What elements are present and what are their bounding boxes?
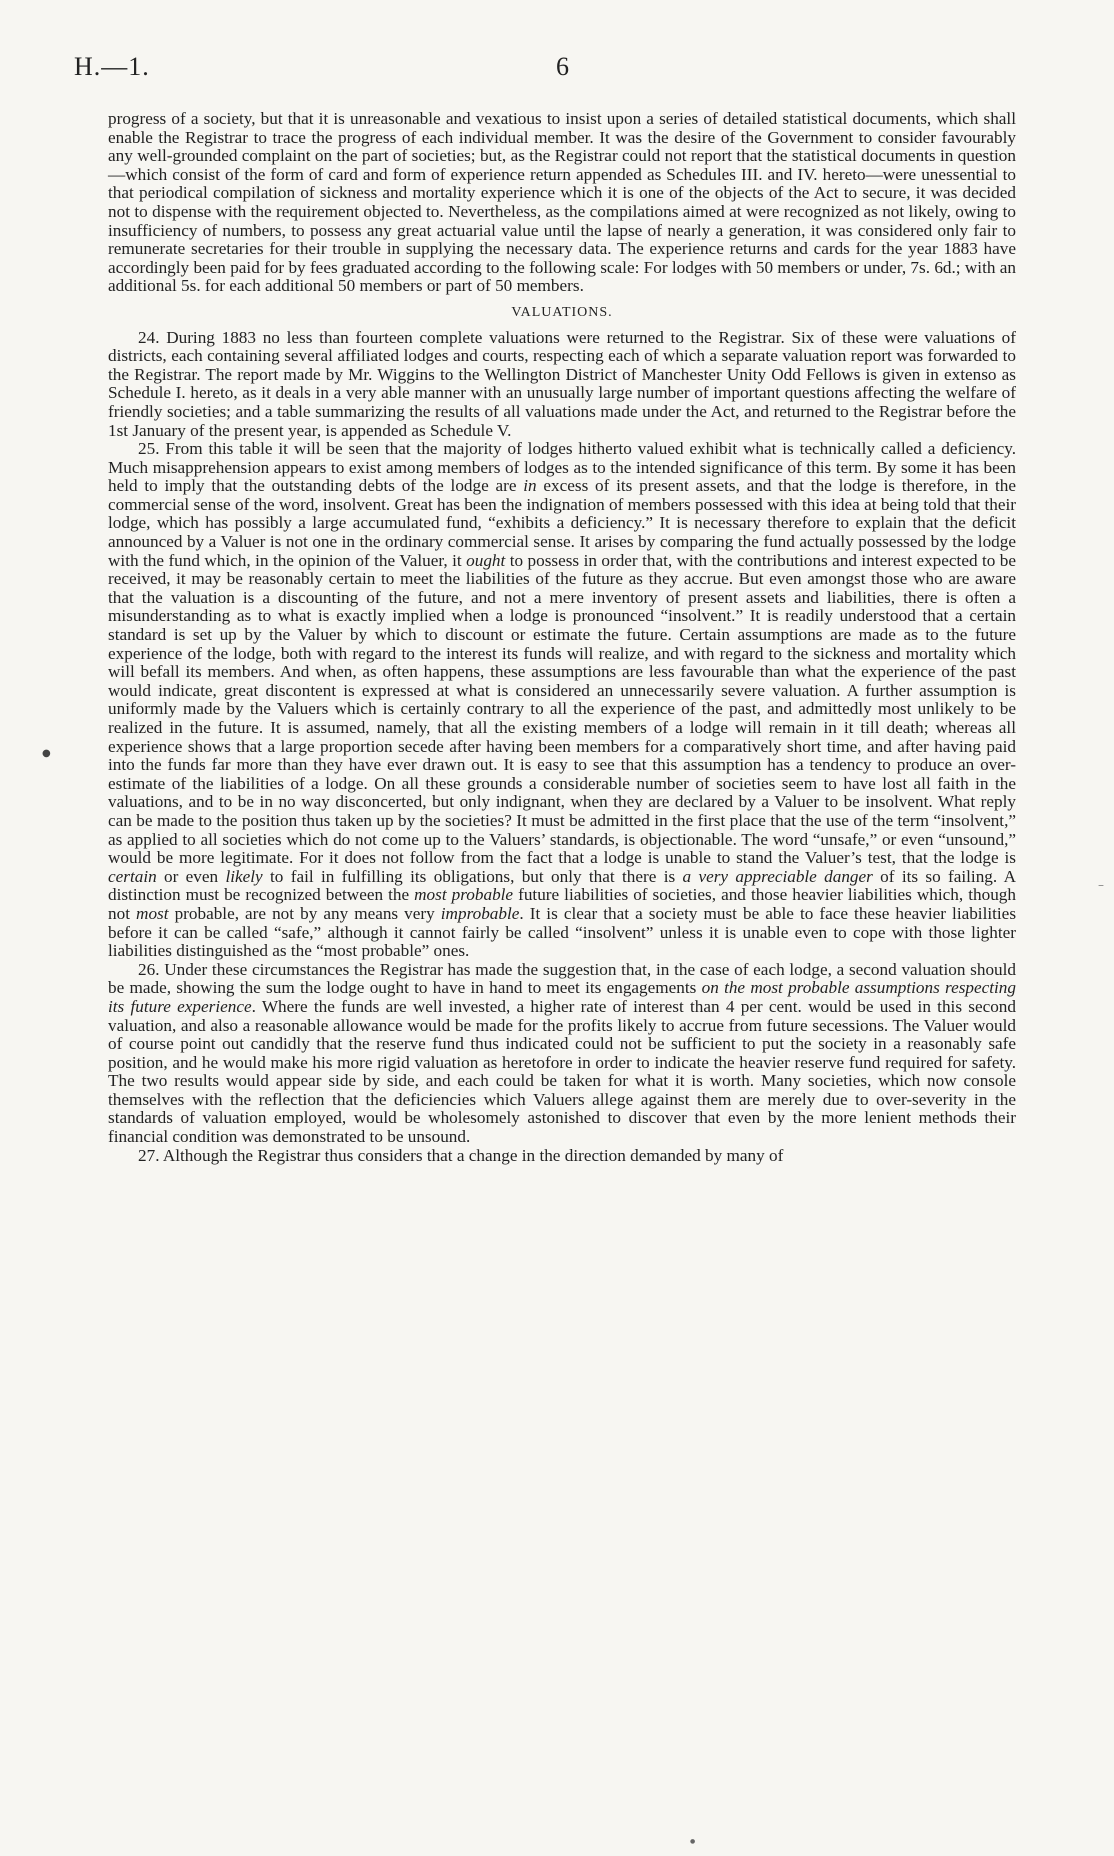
margin-dot-mark: ● bbox=[42, 748, 51, 759]
paragraph-run: . Where the funds are well invested, a higher rate of interest than 4 per cent. would be used in this second valuation, and also a reasonable allowance would be made for the profits likely to accrue from future secessions. The Valuer would of course point out candidly that the reserve fund thus indicated could not be sufficient to put the society in a reasonably safe position, and he would make his more rigid valuation as heretofore in order to indicate the heavier reserve fund required for safety. The two results would appear side by side, and each could be taken for what it is worth. Many societies, which now console themselves with the reflection that the deficiencies which Valuers allege against them are merely due to over-severity in the standards of valuation employed, would be wholesomely astonished to discover that even by the more lenient methods their financial condition was demonstrated to be unsound. bbox=[108, 996, 1016, 1147]
paragraph-25 bbox=[108, 440, 1016, 961]
continued-paragraph bbox=[108, 110, 1016, 296]
italic-run: a very appreciable danger bbox=[682, 866, 873, 886]
page-header bbox=[74, 52, 1054, 82]
paragraph-run: future liabilities of societies, and those heavier liabilities which, though not bbox=[108, 885, 1016, 923]
italic-run: improbable bbox=[440, 903, 520, 923]
bottom-dot-mark: ● bbox=[690, 1838, 696, 1845]
italic-run: most probable bbox=[414, 885, 514, 905]
margin-dash-mark: – bbox=[1098, 878, 1104, 892]
paragraph-run: 27. Although the Registrar thus considers that a change in the direction demanded by many of bbox=[138, 1145, 784, 1165]
italic-run: likely bbox=[225, 866, 263, 886]
paragraph-run: . It is clear that a society must be able to face these heavier liabilities before it can be called “safe,” although it cannot fairly be called “insolvent” unless it is unable even to cope with those lighter liabilities distinguished as the “most probable” ones. bbox=[108, 903, 1017, 961]
paragraph-run: 24. During 1883 no less than fourteen complete valuations were returned to the Registrar. Six of these were valuations of districts, each containing several affiliated lodges and courts, respecting each of which a separate valuation report was forwarded to the Registrar. The report made by Mr. Wiggins to the Wellington District of Manchester Unity Odd Fellows is given in extenso as Schedule I. hereto, as it deals in a very able manner with an unusually large number of important questions affecting the welfare of friendly societies; and a table summarizing the results of all valuations made under the Act, and returned to the Registrar before the 1st January of the present year, is appended as Schedule V. bbox=[108, 327, 1016, 440]
paragraph-run: excess of its present assets, and that the lodge is therefore, in the commercial sense of the word, insolvent. Great has been the indignation of members possessed with this idea at being told that their lodge, which has possibly a large accumulated fund, “exhibits a deficiency.” It is necessary therefore to explain that the deficit announced by a Valuer is not one in the ordinary commercial sense. It arises by comparing the fund actually possessed by the lodge with the fund which, in the opinion of the Valuer, it bbox=[108, 476, 1016, 570]
paragraph-run: to fail in fulfilling its obligations, but only that there is bbox=[262, 866, 683, 886]
paragraph-run: of its so failing. A distinction must be recognized between the bbox=[108, 866, 1016, 905]
page-number: 6 bbox=[556, 52, 569, 81]
document-reference: H.—1. bbox=[74, 52, 150, 81]
paragraph-run: probable, are not by any means very bbox=[168, 903, 441, 923]
italic-run: in bbox=[523, 476, 537, 496]
italic-run: ought bbox=[466, 550, 506, 570]
paragraph-26 bbox=[108, 961, 1016, 1147]
paragraph-run: 26. Under these circumstances the Registrar has made the suggestion that, in the case of each lodge, a second valuation should be made, showing the sum the lodge ought to have in hand to meet its engagements bbox=[108, 959, 1016, 998]
paragraph-run: 25. From this table it will be seen that the majority of lodges hitherto valued exhibit what is technically called a deficiency. Much misapprehension appears to exist among members of lodges as to the intended significance of this term. By some it has been held to imply that the outstanding debts of the lodge are bbox=[108, 439, 1016, 496]
section-heading: VALUATIONS. bbox=[511, 304, 613, 320]
paragraph-24 bbox=[108, 329, 1016, 441]
italic-run: certain bbox=[108, 866, 157, 886]
paragraph-run: or even bbox=[156, 866, 226, 886]
paragraph-27 bbox=[108, 1147, 1016, 1166]
italic-run: most bbox=[136, 903, 169, 923]
italic-run: on the most probable assumptions respecting its future experience bbox=[108, 978, 1016, 1016]
body-text bbox=[108, 110, 1016, 1165]
paragraph-run: to possess in order that, with the contributions and interest expected to be received, it may be reasonably certain to meet the liabilities of the future as they accrue. But even amongst those who are aware that the valuation is a discounting of the future, and not a mere inventory of present assets and liabilities, there is often a misunderstanding as to what is exactly implied when a lodge is pronounced “insolvent.” It is readily understood that a certain standard is set up by the Valuer by which to discount or estimate the future. Certain assumptions are made as to the future experience of the lodge, both with regard to the interest its funds will realize, and with regard to the sickness and mortality which will befall its members. And when, as often happens, these assumptions are less favourable than what the experience of the past would indicate, great discontent is expressed at what is considered an unnecessarily severe valuation. A further assumption is uniformly made by the Valuers which is certainly contrary to all the experience of the past, and admittedly most unlikely to be realized in the future. It is assumed, namely, that all the existing members of a lodge will remain in it till death; whereas all experience shows that a large proportion secede after having been members for a comparatively short time, and after having paid into the funds far more than they have ever drawn out. It is easy to see that this assumption has a tendency to produce an over-estimate of the liabilities of a lodge. On all these grounds a considerable number of societies seem to have lost all faith in the valuations, and to be in no way disconcerted, but only indignant, when they are declared by a Valuer to be insolvent. What reply can be made to the position thus taken up by the societies? It must be admitted in the first place that the use of the term “insolvent,” as applied to all societies which do not come up to the Valuers’ standards, is objectionable. The word “unsafe,” or even “unsound,” would be more legitimate. For it does not follow from the fact that a lodge is unable to stand the Valuer’s test, that the lodge is bbox=[108, 550, 1017, 868]
paragraph-run: progress of a society, but that it is unreasonable and vexatious to insist upon a series of detailed statistical documents, which shall enable the Registrar to trace the progress of each individual member. It was the desire of the Government to consider favourably any well-grounded complaint on the part of societies; but, as the Registrar could not report that the statistical documents in question—which consist of the form of card and form of experience return appended as Schedules III. and IV. hereto—were unessential to that periodical compilation of sickness and mortality experience which it is one of the objects of the Act to secure, it was decided not to dispense with the requirement objected to. Nevertheless, as the compilations aimed at were recognized as not likely, owing to insufficiency of numbers, to possess any great actuarial value until the lapse of nearly a generation, it was considered only fair to remunerate secretaries for their trouble in supplying the necessary data. The experience returns and cards for the year 1883 have accordingly been paid for by fees graduated according to the following scale: For lodges with 50 members or under, 7s. 6d.; with an additional 5s. for each additional 50 members or part of 50 members. bbox=[108, 109, 1016, 296]
